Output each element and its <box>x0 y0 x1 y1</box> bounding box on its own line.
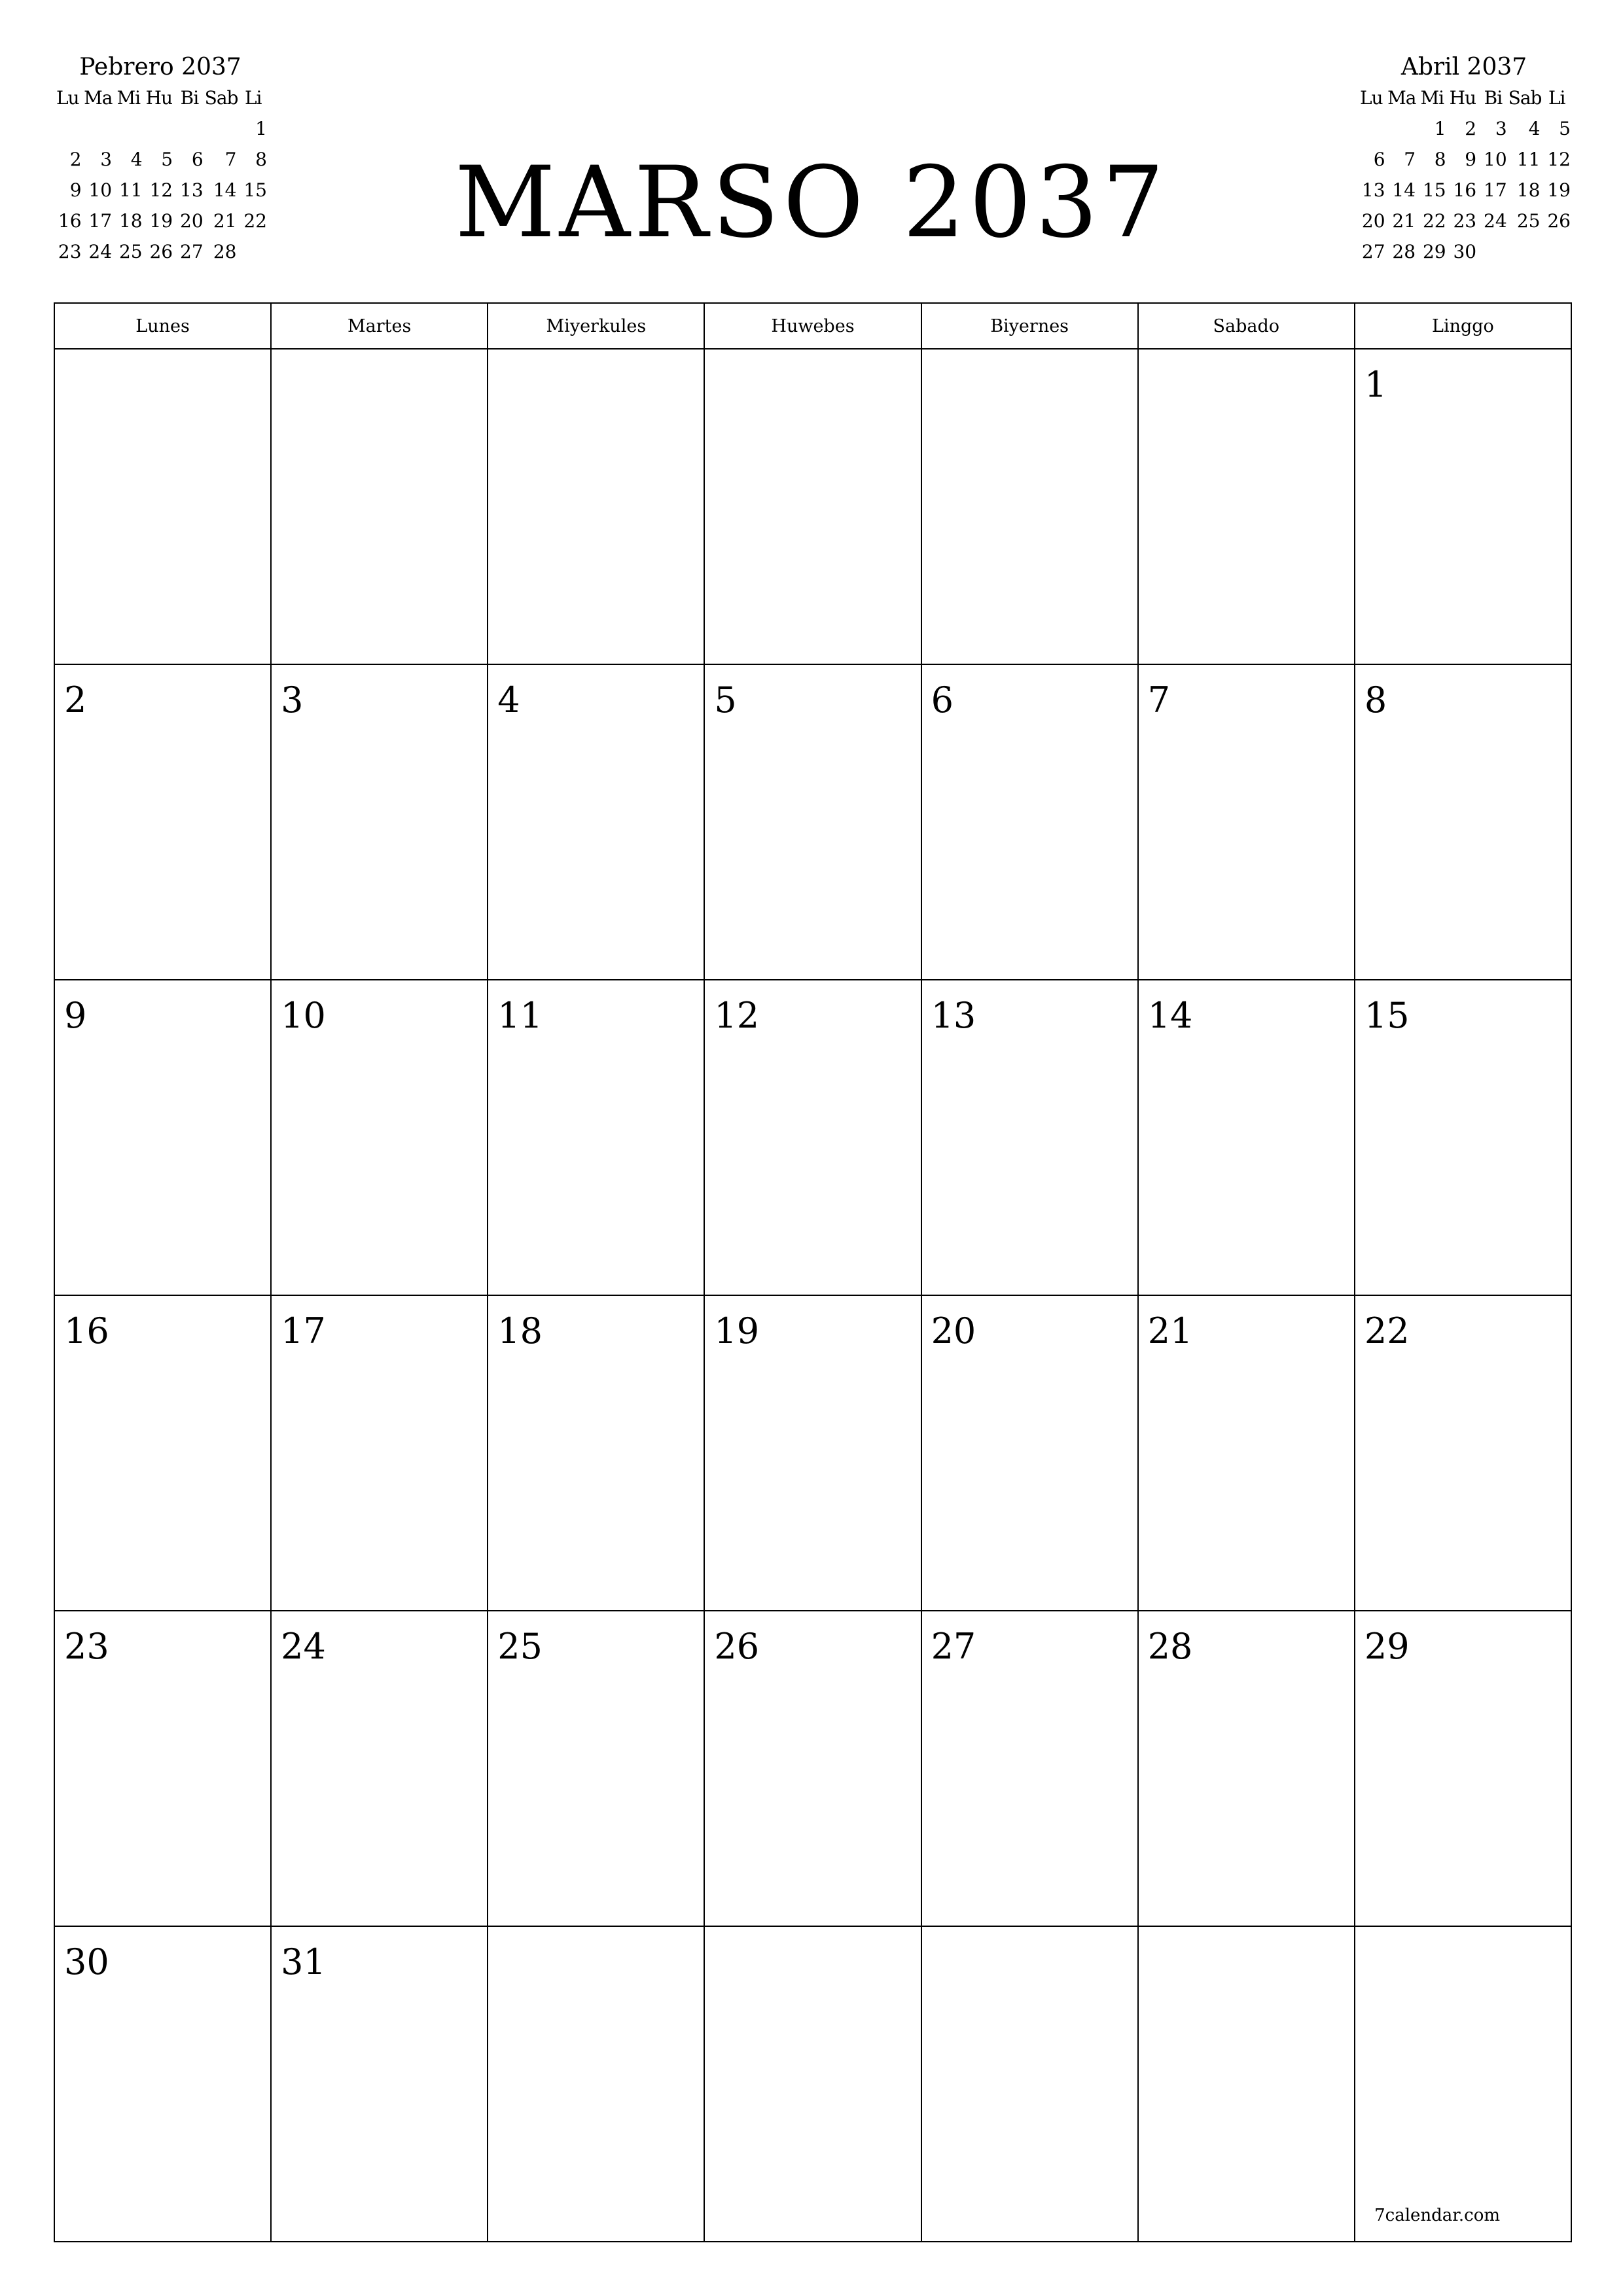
day-cell <box>488 980 704 1295</box>
mini-calendar-grid <box>52 82 268 267</box>
day-cell <box>271 349 488 664</box>
day-cell <box>704 349 921 664</box>
day-cell <box>704 1926 921 2242</box>
mini-day-number: 2 <box>69 149 82 170</box>
mini-day-number: 20 <box>180 210 204 232</box>
mini-day-number <box>1356 113 1387 144</box>
mini-weekday-header: Li <box>244 87 262 109</box>
mini-day-number: 21 <box>213 210 237 232</box>
mini-day-number: 1 <box>255 118 267 139</box>
mini-weekday-header: Lu <box>1359 87 1383 109</box>
mini-day-number <box>205 113 238 144</box>
day-cell <box>921 1295 1138 1611</box>
day-cell <box>1355 664 1571 980</box>
mini-weekday-header: Lu <box>56 87 79 109</box>
mini-weekday-header: Sab <box>204 87 238 109</box>
day-number <box>705 350 920 365</box>
mini-weekday-header: Hu <box>1449 87 1476 109</box>
day-number: 4 <box>497 679 520 721</box>
weekday-header: Sabado <box>1138 303 1355 349</box>
day-number: 22 <box>1364 1310 1410 1352</box>
day-number: 29 <box>1364 1626 1410 1667</box>
mini-day-number: 21 <box>1392 210 1416 232</box>
day-number: 14 <box>1147 995 1193 1036</box>
weekday-header-row <box>54 303 1571 349</box>
mini-day-number: 11 <box>1516 149 1541 170</box>
weekday-header: Martes <box>271 303 488 349</box>
day-cell <box>1355 1295 1571 1611</box>
weekday-header: Miyerkules <box>488 303 704 349</box>
day-cell <box>54 349 271 664</box>
day-cell <box>271 980 488 1295</box>
day-cell <box>704 1295 921 1611</box>
week-row <box>54 980 1571 1295</box>
mini-day-number: 8 <box>255 149 267 170</box>
mini-weekday-header: Mi <box>116 87 141 109</box>
mini-weekday-header: Sab <box>1508 87 1542 109</box>
mini-day-number: 2 <box>1465 118 1477 139</box>
day-number <box>272 350 487 365</box>
day-cell <box>1355 349 1571 664</box>
day-cell <box>1138 1926 1355 2242</box>
day-cell <box>921 1926 1138 2242</box>
mini-day-number: 5 <box>161 149 173 170</box>
week-row <box>54 1295 1571 1611</box>
day-number: 17 <box>281 1310 326 1352</box>
weekday-header: Lunes <box>54 303 271 349</box>
day-number: 8 <box>1364 679 1387 721</box>
mini-day-number: 15 <box>243 179 267 201</box>
day-number: 16 <box>64 1310 109 1352</box>
mini-day-number: 24 <box>1484 210 1507 232</box>
mini-day-number <box>1508 236 1542 267</box>
day-cell <box>488 349 704 664</box>
day-cell <box>271 664 488 980</box>
mini-day-number: 24 <box>88 241 113 262</box>
day-number <box>1139 1927 1354 1943</box>
day-cell <box>704 980 921 1295</box>
day-number: 27 <box>931 1626 976 1667</box>
mini-day-number: 17 <box>88 210 113 232</box>
mini-weekday-header: Bi <box>1484 87 1503 109</box>
mini-day-number: 4 <box>130 149 143 170</box>
day-number <box>1355 1927 1571 1943</box>
day-cell <box>921 1611 1138 1926</box>
mini-day-number: 28 <box>1392 241 1416 262</box>
mini-weekday-header: Bi <box>180 87 199 109</box>
day-number: 19 <box>714 1310 760 1352</box>
mini-day-number <box>1541 236 1572 267</box>
calendar-body <box>54 349 1571 2242</box>
mini-day-number: 25 <box>118 241 143 262</box>
day-number <box>922 1927 1137 1943</box>
mini-day-number: 13 <box>1361 179 1385 201</box>
day-number <box>705 1927 920 1943</box>
mini-day-number: 8 <box>1434 149 1446 170</box>
weekday-header: Huwebes <box>704 303 921 349</box>
day-cell <box>1355 1611 1571 1926</box>
mini-day-number: 23 <box>1453 210 1477 232</box>
mini-day-number: 10 <box>1484 149 1507 170</box>
day-cell <box>488 664 704 980</box>
site-credit: 7calendar.com <box>1374 2206 1500 2225</box>
mini-calendar-prev-month <box>52 52 268 267</box>
day-number: 26 <box>714 1626 760 1667</box>
mini-day-number: 27 <box>180 241 204 262</box>
mini-day-number <box>174 113 205 144</box>
mini-day-number: 14 <box>213 179 237 201</box>
weekday-header: Linggo <box>1355 303 1571 349</box>
mini-weekday-header: Mi <box>1420 87 1444 109</box>
mini-weekday-header: Li <box>1548 87 1565 109</box>
day-number <box>55 350 270 365</box>
month-calendar-grid <box>54 302 1572 2242</box>
day-number: 21 <box>1147 1310 1193 1352</box>
mini-day-number: 12 <box>149 179 173 201</box>
day-cell <box>1138 349 1355 664</box>
day-cell <box>1138 980 1355 1295</box>
week-row <box>54 664 1571 980</box>
day-number: 6 <box>931 679 954 721</box>
mini-day-number <box>52 113 83 144</box>
day-number: 31 <box>281 1941 326 1982</box>
day-cell <box>54 980 271 1295</box>
mini-day-number: 7 <box>1404 149 1416 170</box>
day-number: 23 <box>64 1626 109 1667</box>
day-cell <box>488 1295 704 1611</box>
day-cell <box>704 664 921 980</box>
mini-day-number: 3 <box>100 149 113 170</box>
day-number: 30 <box>64 1941 109 1982</box>
mini-day-number: 20 <box>1361 210 1385 232</box>
mini-day-number: 4 <box>1528 118 1541 139</box>
mini-day-number <box>144 113 175 144</box>
mini-day-number: 16 <box>58 210 82 232</box>
mini-weekday-header: Ma <box>1387 87 1416 109</box>
mini-calendar-title: Pebrero 2037 <box>79 54 241 81</box>
week-row <box>54 1611 1571 1926</box>
mini-day-number: 7 <box>224 149 237 170</box>
mini-day-number: 25 <box>1516 210 1541 232</box>
day-cell <box>1138 1295 1355 1611</box>
day-cell <box>271 1926 488 2242</box>
day-cell <box>1138 1611 1355 1926</box>
mini-day-number <box>1478 236 1508 267</box>
mini-day-number: 26 <box>149 241 173 262</box>
mini-day-number <box>83 113 114 144</box>
mini-day-number: 9 <box>69 179 82 201</box>
day-number: 7 <box>1147 679 1171 721</box>
mini-day-number: 1 <box>1434 118 1446 139</box>
day-number: 11 <box>497 995 543 1036</box>
mini-day-number: 10 <box>88 179 113 201</box>
mini-day-number: 12 <box>1547 149 1571 170</box>
mini-calendar-next-month <box>1356 52 1572 267</box>
day-number: 20 <box>931 1310 976 1352</box>
mini-day-number: 18 <box>1516 179 1541 201</box>
mini-day-number: 26 <box>1547 210 1571 232</box>
mini-day-number: 3 <box>1495 118 1507 139</box>
mini-day-number: 14 <box>1392 179 1416 201</box>
day-cell <box>54 664 271 980</box>
day-number: 3 <box>281 679 304 721</box>
day-number: 24 <box>281 1626 326 1667</box>
mini-day-number: 19 <box>149 210 173 232</box>
day-cell <box>921 664 1138 980</box>
day-number: 1 <box>1364 364 1387 405</box>
mini-day-number: 22 <box>243 210 267 232</box>
day-cell <box>488 1926 704 2242</box>
mini-day-number: 16 <box>1453 179 1477 201</box>
day-cell <box>1355 1926 1571 2242</box>
mini-day-number: 15 <box>1422 179 1446 201</box>
mini-day-number: 27 <box>1361 241 1385 262</box>
mini-day-number: 5 <box>1559 118 1571 139</box>
day-number <box>488 350 704 365</box>
day-cell <box>488 1611 704 1926</box>
mini-calendar-title: Abril 2037 <box>1400 54 1527 81</box>
mini-day-number: 22 <box>1422 210 1446 232</box>
mini-day-number: 9 <box>1465 149 1477 170</box>
mini-calendar-grid <box>1356 82 1572 267</box>
day-cell <box>921 349 1138 664</box>
day-number: 28 <box>1147 1626 1193 1667</box>
day-cell <box>1355 980 1571 1295</box>
day-number: 9 <box>64 995 87 1036</box>
mini-day-number: 23 <box>58 241 82 262</box>
day-cell <box>54 1926 271 2242</box>
day-number: 5 <box>714 679 737 721</box>
mini-day-number: 6 <box>191 149 204 170</box>
mini-day-number <box>238 236 268 267</box>
day-cell <box>704 1611 921 1926</box>
mini-day-number: 19 <box>1547 179 1571 201</box>
mini-day-number: 29 <box>1422 241 1446 262</box>
day-number: 12 <box>714 995 760 1036</box>
day-number: 18 <box>497 1310 543 1352</box>
day-cell <box>271 1295 488 1611</box>
mini-weekday-header: Hu <box>145 87 173 109</box>
day-cell <box>1138 664 1355 980</box>
mini-day-number: 13 <box>180 179 204 201</box>
day-number: 10 <box>281 995 326 1036</box>
mini-day-number: 11 <box>118 179 143 201</box>
mini-day-number <box>113 113 144 144</box>
mini-day-number <box>1387 113 1418 144</box>
mini-day-number: 17 <box>1484 179 1507 201</box>
page-title: MARSO 2037 <box>454 146 1168 260</box>
day-number: 13 <box>931 995 976 1036</box>
day-number: 15 <box>1364 995 1410 1036</box>
mini-day-number: 30 <box>1453 241 1477 262</box>
day-cell <box>54 1611 271 1926</box>
weekday-header: Biyernes <box>921 303 1138 349</box>
day-number <box>1139 350 1354 365</box>
mini-day-number: 18 <box>118 210 143 232</box>
week-row <box>54 349 1571 664</box>
week-row <box>54 1926 1571 2242</box>
day-cell <box>271 1611 488 1926</box>
mini-weekday-header: Ma <box>84 87 113 109</box>
day-number <box>488 1927 704 1943</box>
day-number: 2 <box>64 679 87 721</box>
day-number <box>922 350 1137 365</box>
mini-day-number: 6 <box>1373 149 1385 170</box>
day-number: 25 <box>497 1626 543 1667</box>
day-cell <box>921 980 1138 1295</box>
day-cell <box>54 1295 271 1611</box>
mini-day-number: 28 <box>213 241 237 262</box>
